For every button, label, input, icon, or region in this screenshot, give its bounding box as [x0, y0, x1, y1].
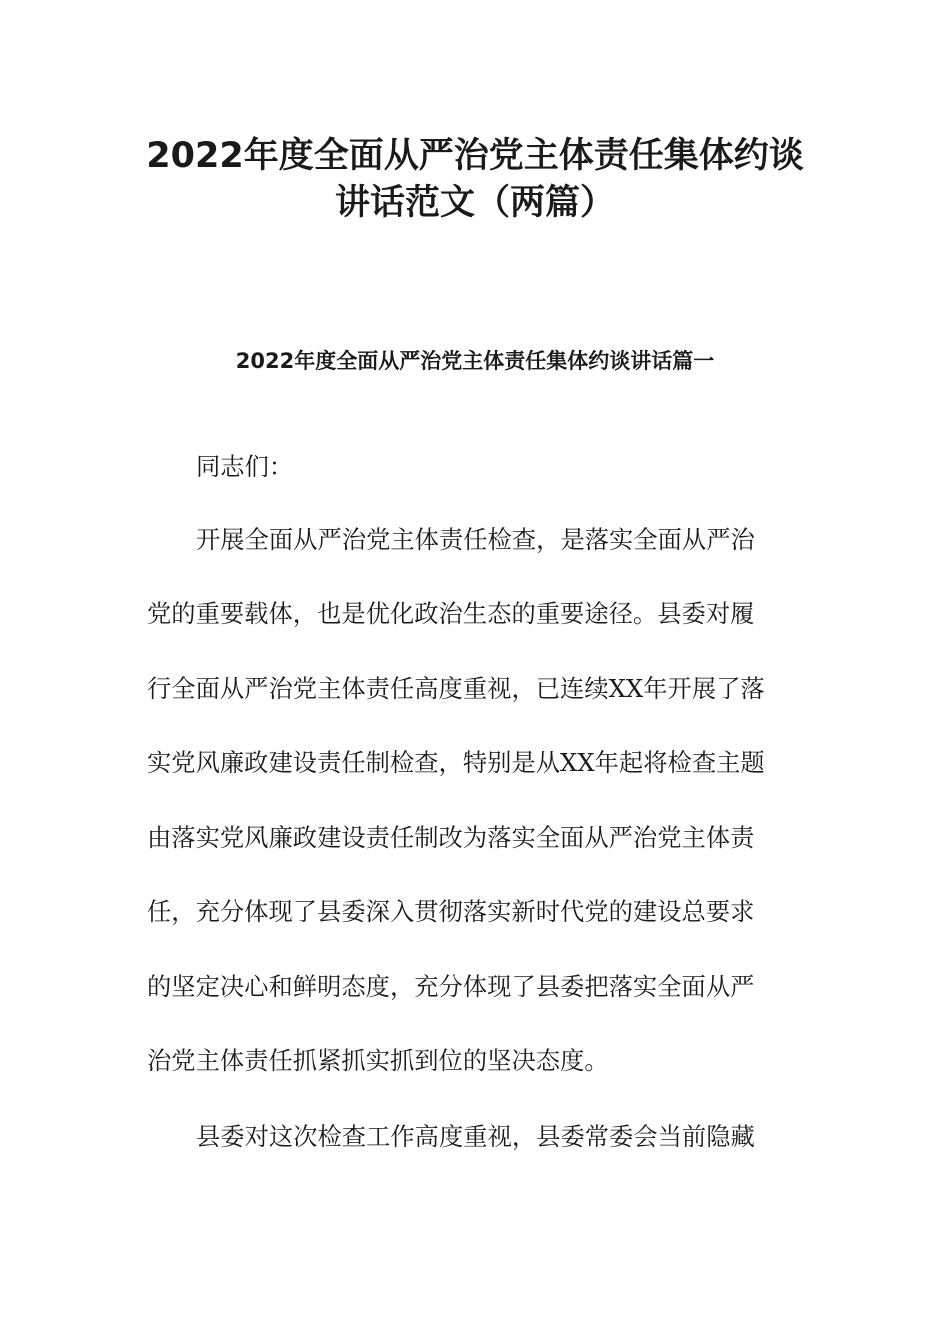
paragraph-line: 由落实党风廉政建设责任制改为落实全面从严治党主体责 [147, 823, 755, 852]
paragraph-line: 任，充分体现了县委深入贯彻落实新时代党的建设总要求 [147, 897, 755, 926]
document-title-line-2: 讲话范文（两篇） [334, 183, 615, 223]
paragraph-line: 县委对这次检查工作高度重视，县委常委会当前隐藏 [196, 1122, 755, 1151]
paragraph-line: 的坚定决心和鲜明态度，充分体现了县委把落实全面从严 [147, 972, 755, 1001]
paragraph-line: 实党风廉政建设责任制检查，特别是从XX年起将检查主题 [147, 748, 765, 777]
section-heading: 2022年度全面从严治党主体责任集体约谈讲话篇一 [235, 349, 715, 373]
salutation: 同志们： [196, 452, 294, 481]
paragraph-line: 党的重要载体，也是优化政治生态的重要途径。县委对履 [147, 599, 755, 628]
paragraph-line: 治党主体责任抓紧抓实抓到位的坚决态度。 [147, 1046, 609, 1075]
paragraph-line: 开展全面从严治党主体责任检查，是落实全面从严治 [196, 525, 755, 554]
document-title-line-1: 2022年度全面从严治党主体责任集体约谈 [146, 136, 804, 176]
paragraph-line: 行全面从严治党主体责任高度重视，已连续XX年开展了落 [147, 674, 765, 703]
